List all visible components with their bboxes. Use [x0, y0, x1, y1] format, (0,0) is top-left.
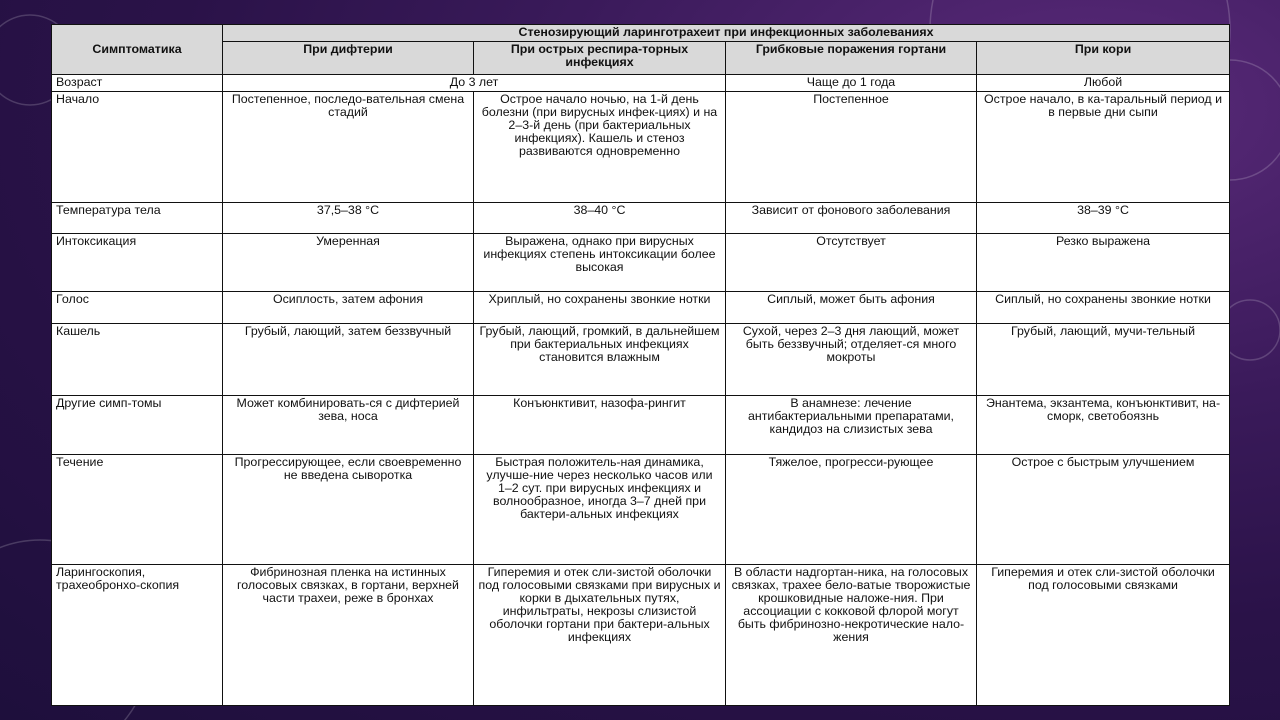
table-row: [52, 455, 1230, 565]
table-cell: Фибринозная пленка на истинных голосовых связках, в гортани, верхней части трахеи, реже в бронхах: [223, 565, 474, 706]
table-cell: Гиперемия и отек сли-зистой оболочки под голосовыми связками при вирусных и корки в дыхательных путях, инфильтраты, некрозы слизистой оболочки гортани при бактери-альных инфекциях: [474, 565, 726, 706]
table-cell: Грубый, лающий, мучи-тельный: [977, 324, 1230, 396]
table-cell: Осиплость, затем афония: [223, 292, 474, 324]
comparison-table-container: [51, 24, 1229, 706]
laryngotracheitis-table: [51, 24, 1230, 706]
table-cell: Зависит от фонового заболевания: [726, 203, 977, 234]
table-cell: Энантема, экзантема, конъюнктивит, на-сморк, светобоязнь: [977, 396, 1230, 455]
column-header: При кори: [977, 42, 1230, 75]
table-row: [52, 234, 1230, 292]
table-cell: Тяжелое, прогресси-рующее: [726, 455, 977, 565]
table-cell: Сиплый, может быть афония: [726, 292, 977, 324]
table-cell: Может комбинировать-ся с дифтерией зева, носа: [223, 396, 474, 455]
table-cell: 38–39 °С: [977, 203, 1230, 234]
table-cell: Грубый, лающий, громкий, в дальнейшем при бактериальных инфекциях становится влажным: [474, 324, 726, 396]
row-label: Кашель: [52, 324, 223, 396]
table-row: [52, 324, 1230, 396]
table-cell: 37,5–38 °С: [223, 203, 474, 234]
row-label: Возраст: [52, 75, 223, 92]
row-label: Течение: [52, 455, 223, 565]
table-cell: Сухой, через 2–3 дня лающий, может быть беззвучный; отделяет-ся много мокроты: [726, 324, 977, 396]
table-cell: В области надгортан-ника, на голосовых связках, трахее бело-ватые творожистые крошковидные наложе-ния. При ассоциации с кокковой флорой могут быть фибринозно-некротические нало-жения: [726, 565, 977, 706]
table-cell: Хриплый, но сохранены звонкие нотки: [474, 292, 726, 324]
row-label: Интоксикация: [52, 234, 223, 292]
table-cell: Гиперемия и отек сли-зистой оболочки под голосовыми связками: [977, 565, 1230, 706]
table-cell: Грубый, лающий, затем беззвучный: [223, 324, 474, 396]
row-label: Температура тела: [52, 203, 223, 234]
column-header: Грибковые поражения гортани: [726, 42, 977, 75]
table-row: [52, 92, 1230, 203]
table-cell: В анамнезе: лечение антибактериальными препаратами, кандидоз на слизистых зева: [726, 396, 977, 455]
table-row: [52, 396, 1230, 455]
table-row: [52, 203, 1230, 234]
table-cell: Быстрая положитель-ная динамика, улучше-ние через несколько часов или 1–2 сут. при вирусных инфекциях и волнообразное, иногда 3–7 дней при бактери-альных инфекциях: [474, 455, 726, 565]
row-label: Голос: [52, 292, 223, 324]
table-cell: Острое начало, в ка-таральный период и в первые дни сыпи: [977, 92, 1230, 203]
table-cell: Прогрессирующее, если своевременно не введена сыворотка: [223, 455, 474, 565]
table-cell: Резко выражена: [977, 234, 1230, 292]
row-label: Другие симп-томы: [52, 396, 223, 455]
table-cell: До 3 лет: [223, 75, 726, 92]
table-cell: Отсутствует: [726, 234, 977, 292]
table-cell: Сиплый, но сохранены звонкие нотки: [977, 292, 1230, 324]
table-cell: Выражена, однако при вирусных инфекциях степень интоксикации более высокая: [474, 234, 726, 292]
table-cell: 38–40 °С: [474, 203, 726, 234]
table-cell: Конъюнктивит, назофа-рингит: [474, 396, 726, 455]
table-row: [52, 565, 1230, 706]
table-cell: Умеренная: [223, 234, 474, 292]
row-header-title: Симптоматика: [52, 25, 223, 75]
table-cell: Острое начало ночью, на 1-й день болезни (при вирусных инфек-циях) и на 2–3-й день (при бактериальных инфекциях). Кашель и стеноз развиваются одновременно: [474, 92, 726, 203]
table-cell: Постепенное: [726, 92, 977, 203]
table-cell: Любой: [977, 75, 1230, 92]
table-row: [52, 292, 1230, 324]
row-label: Начало: [52, 92, 223, 203]
table-cell: Постепенное, последо-вательная смена стадий: [223, 92, 474, 203]
column-header: При острых респира-торных инфекциях: [474, 42, 726, 75]
column-header: При дифтерии: [223, 42, 474, 75]
table-cell: Острое с быстрым улучшением: [977, 455, 1230, 565]
row-label: Ларингоскопия, трахеобронхо-скопия: [52, 565, 223, 706]
header-group-title: Стенозирующий ларинготрахеит при инфекционных заболеваниях: [223, 25, 1230, 42]
table-cell: Чаще до 1 года: [726, 75, 977, 92]
table-row: [52, 75, 1230, 92]
